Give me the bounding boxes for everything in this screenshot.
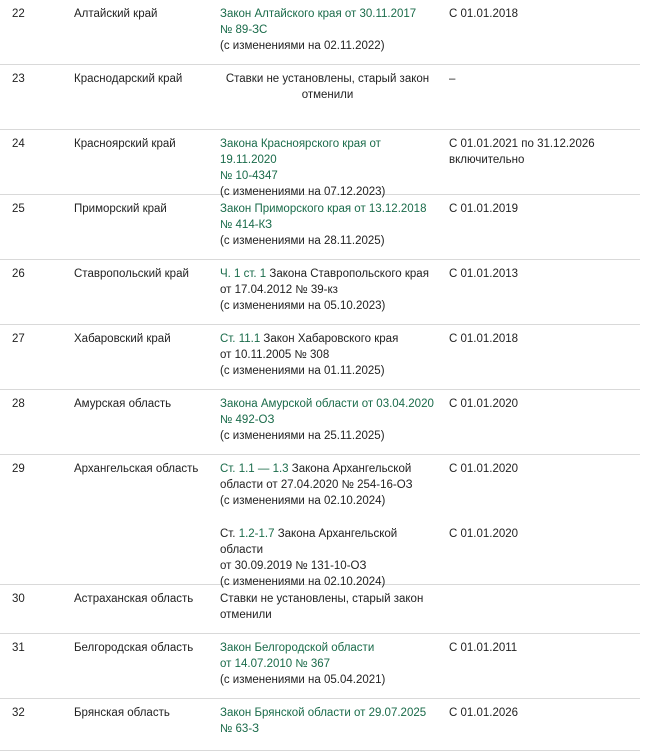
row-number: 24	[12, 138, 25, 150]
law-reference	[209, 195, 435, 259]
law-line	[220, 493, 435, 509]
law-line	[220, 282, 435, 298]
law-text: (с изменениями на 07.12.2023)	[220, 186, 386, 198]
law-line	[220, 607, 435, 623]
law-line	[220, 705, 435, 721]
effective-date	[435, 390, 640, 454]
region-name: Краснодарский край	[74, 73, 183, 85]
law-line	[220, 201, 435, 217]
table-row	[0, 634, 640, 699]
law-text: (с изменениями на 05.10.2023)	[220, 300, 386, 312]
law-line	[220, 721, 435, 737]
law-link[interactable]: № 89-ЗС	[220, 24, 268, 36]
law-text: от 10.11.2005 № 308	[220, 349, 330, 361]
law-text: отменили	[301, 89, 354, 101]
law-link[interactable]: № 63-З	[220, 723, 260, 735]
law-link[interactable]: № 414-КЗ	[220, 219, 273, 231]
law-line	[220, 396, 435, 412]
date-text: С 01.01.2021 по 31.12.2026	[449, 138, 595, 150]
table-row	[0, 195, 640, 260]
law-line	[220, 477, 435, 493]
law-link[interactable]: Закон Алтайского края от 30.11.2017	[220, 8, 417, 20]
date-text: С 01.01.2018	[449, 8, 519, 20]
law-line	[220, 591, 435, 607]
law-link[interactable]: Закон Брянской области от 29.07.2025	[220, 707, 427, 719]
law-line	[220, 87, 435, 103]
law-reference	[209, 699, 435, 750]
law-text: Закона Ставропольского края	[266, 268, 429, 280]
law-link[interactable]: Ст. 1.1 — 1.3	[220, 463, 289, 475]
law-line	[220, 412, 435, 428]
law-line	[220, 71, 435, 87]
law-reference	[209, 65, 435, 129]
date-text: С 01.01.2026	[449, 707, 519, 719]
law-line	[220, 363, 435, 379]
row-number: 26	[12, 268, 25, 280]
law-text: (с изменениями на 28.11.2025)	[220, 235, 385, 247]
row-number: 29	[12, 463, 25, 475]
law-text: (с изменениями на 02.10.2024)	[220, 495, 386, 507]
law-text: Ставки не установлены, старый закон	[220, 593, 424, 605]
law-line	[220, 428, 435, 444]
region-name: Белгородская область	[74, 642, 194, 654]
region-name: Астраханская область	[74, 593, 194, 605]
region-name: Алтайский край	[74, 8, 158, 20]
date-text: С 01.01.2020	[449, 398, 519, 410]
table-row	[0, 455, 640, 588]
law-text: (с изменениями на 25.11.2025)	[220, 430, 385, 442]
table-row	[0, 65, 640, 130]
table-row	[0, 260, 640, 325]
region-name: Ставропольский край	[74, 268, 189, 280]
law-line	[220, 558, 435, 574]
table-row	[0, 390, 640, 455]
region-name: Архангельская область	[74, 463, 199, 475]
date-text-continued: включительно	[449, 154, 525, 166]
law-reference	[209, 325, 435, 389]
date-text: С 01.01.2020	[449, 463, 519, 475]
effective-date	[435, 65, 640, 129]
law-reference	[209, 260, 435, 324]
row-number: 27	[12, 333, 25, 345]
region-name: Хабаровский край	[74, 333, 171, 345]
law-link[interactable]: 1.2-1.7	[238, 528, 275, 540]
date-text: С 01.01.2019	[449, 203, 519, 215]
date-text: С 01.01.2013	[449, 268, 519, 280]
law-line	[220, 22, 435, 38]
table-row	[0, 699, 640, 751]
law-link[interactable]: Закона Амурской области от 03.04.2020	[220, 398, 434, 410]
law-text: (с изменениями на 02.10.2024)	[220, 576, 386, 588]
law-line	[220, 331, 435, 347]
law-line	[220, 461, 435, 477]
table-row	[0, 325, 640, 390]
law-text: (с изменениями на 01.11.2025)	[220, 365, 385, 377]
law-line	[220, 656, 435, 672]
row-number: 22	[12, 8, 25, 20]
law-link[interactable]: Закон Приморского края от 13.12.2018	[220, 203, 427, 215]
law-link[interactable]: № 10-4347	[220, 170, 278, 182]
effective-date	[435, 260, 640, 324]
row-number: 32	[12, 707, 25, 719]
law-text: Ставки не установлены, старый закон	[225, 73, 430, 85]
law-text: (с изменениями на 05.04.2021)	[220, 674, 386, 686]
law-reference	[209, 634, 435, 698]
law-text: отменили	[220, 609, 272, 621]
date-text: –	[449, 73, 456, 85]
law-text: от 30.09.2019 № 131-10-ОЗ	[220, 560, 367, 572]
law-link[interactable]: от 14.07.2010 № 367	[220, 658, 331, 670]
row-number: 28	[12, 398, 25, 410]
region-name: Амурская область	[74, 398, 172, 410]
row-number: 31	[12, 642, 25, 654]
law-line	[220, 526, 435, 558]
effective-date	[435, 585, 640, 633]
effective-date	[435, 195, 640, 259]
date-text: С 01.01.2011	[449, 642, 518, 654]
law-reference	[209, 0, 435, 64]
effective-date	[435, 634, 640, 698]
law-line	[220, 136, 435, 168]
effective-date	[435, 325, 640, 389]
date-text-second: С 01.01.2020	[449, 528, 519, 540]
row-number: 25	[12, 203, 25, 215]
law-line	[220, 6, 435, 22]
region-name: Брянская область	[74, 707, 170, 719]
law-link[interactable]: № 492-ОЗ	[220, 414, 275, 426]
law-reference	[209, 130, 435, 200]
law-line	[220, 168, 435, 184]
effective-date	[435, 130, 640, 200]
row-number: 30	[12, 593, 25, 605]
region-name: Красноярский край	[74, 138, 176, 150]
law-line	[220, 298, 435, 314]
law-line	[220, 233, 435, 249]
effective-date	[435, 455, 640, 590]
law-text: от 17.04.2012 № 39-кз	[220, 284, 338, 296]
table-row	[0, 0, 640, 65]
law-text: (с изменениями на 02.11.2022)	[220, 40, 385, 52]
law-line	[220, 640, 435, 656]
law-text: области от 27.04.2020 № 254-16-ОЗ	[220, 479, 413, 491]
law-text: Ст.	[220, 528, 239, 540]
law-line	[220, 347, 435, 363]
table-row	[0, 130, 640, 198]
table-row	[0, 585, 640, 634]
date-text: С 01.01.2018	[449, 333, 519, 345]
law-text: Закона Архангельской	[288, 463, 412, 475]
region-name: Приморский край	[74, 203, 167, 215]
row-number: 23	[12, 73, 25, 85]
law-text: Закона Архангельской области	[220, 528, 398, 556]
law-link[interactable]: Закон Белгородской области	[220, 642, 375, 654]
law-reference	[209, 455, 435, 590]
law-line	[220, 266, 435, 282]
law-text: Закон Хабаровского края	[260, 333, 399, 345]
law-line	[220, 672, 435, 688]
effective-date	[435, 699, 640, 750]
effective-date	[435, 0, 640, 64]
law-link[interactable]: Ч. 1 ст. 1	[220, 268, 267, 280]
law-reference	[209, 585, 435, 633]
law-line	[220, 38, 435, 54]
law-reference	[209, 390, 435, 454]
law-link[interactable]: Ст. 11.1	[220, 333, 261, 345]
law-link[interactable]: Закона Красноярского края от 19.11.2020	[220, 138, 381, 166]
law-line	[220, 217, 435, 233]
